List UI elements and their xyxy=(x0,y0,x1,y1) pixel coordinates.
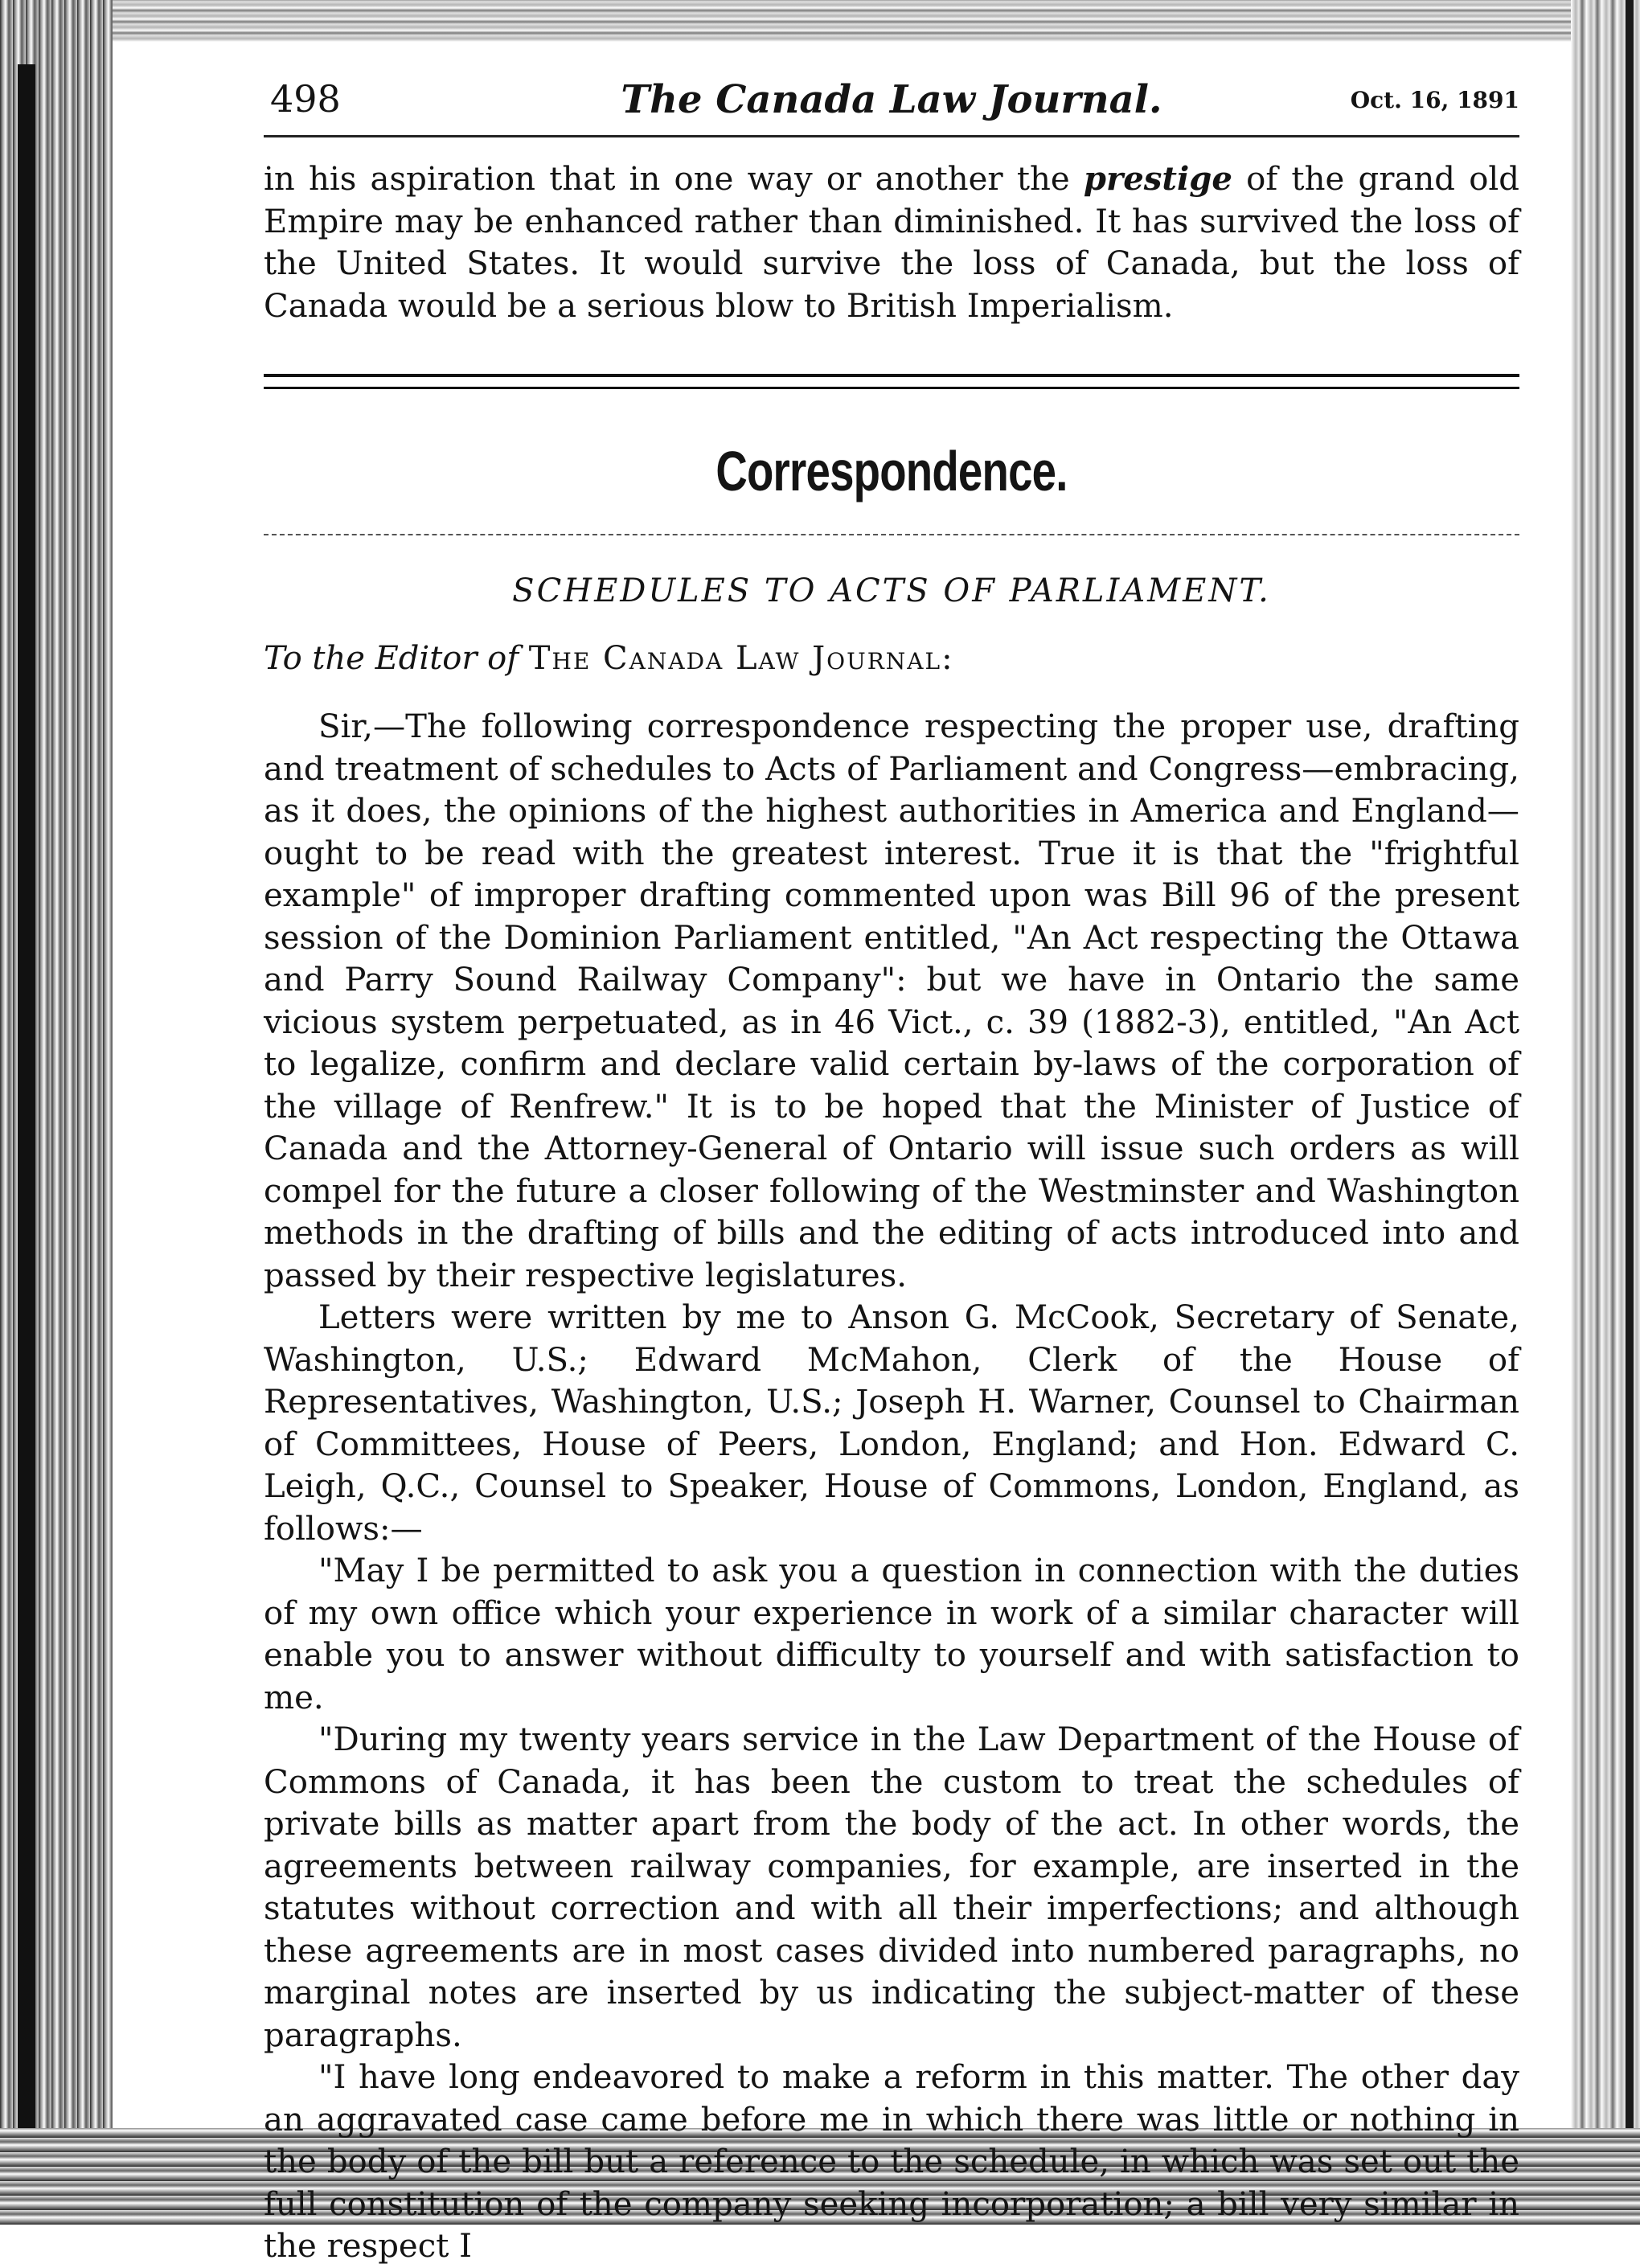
body-paragraph: Letters were written by me to Anson G. McCook, Secretary of Senate, Washington, U.S.; Edward McMahon, Clerk of the House of Representatives, Washington, U.S.; Joseph H. Warner, Counsel to Chairman of Committees, House of Peers, London, England; and Hon. Edward C. Leigh, Q.C., Counsel to Speaker, House of Commons, London, England, as follows:— xyxy=(264,1299,1519,1548)
document-page xyxy=(264,77,1519,2268)
running-head xyxy=(264,77,1519,137)
salutation-italic: To the Editor of xyxy=(264,640,519,677)
book-spine xyxy=(18,64,35,2155)
section-title: Correspondence. xyxy=(715,440,1068,502)
article-title: SCHEDULES TO ACTS OF PARLIAMENT. xyxy=(512,572,1271,609)
scan-edge-right xyxy=(1571,0,1640,2225)
salutation-journal: The Canada Law Journal: xyxy=(528,640,954,677)
scan-edge-left xyxy=(0,0,113,2225)
page-number: 498 xyxy=(270,77,341,121)
prestige-word: prestige xyxy=(1083,160,1232,198)
scan-edge-top xyxy=(0,0,1640,42)
journal-title: The Canada Law Journal. xyxy=(621,77,1162,122)
scan-edge-bar xyxy=(1626,0,1634,2225)
body-paragraph: "During my twenty years service in the Law Department of the House of Commons of Canada, it has been the custom to treat the schedules of private bills as matter apart from the body of the act. In other words, the agreements between railway companies, for example, are inserted in the statutes without correction and with all their imperfections; and although these agreements are in most cases divided into numbered paragraphs, no marginal notes are inserted by us indicating the subject-matter of these paragraphs. xyxy=(264,1721,1519,2054)
issue-date: Oct. 16, 1891 xyxy=(1350,87,1519,113)
thin-rule-divider xyxy=(264,534,1519,535)
double-rule-divider xyxy=(264,374,1519,389)
continuation-text-before: in his aspiration that in one way or another the xyxy=(264,161,1084,198)
continuation-text-after: of the grand old Empire may be enhanced rather than diminished. It has survived the loss of the United States. It would survive the loss of Canada, but the loss of Canada would be a serious blow to British Imperialism. xyxy=(264,161,1519,325)
body-paragraph: "May I be permitted to ask you a question in connection with the duties of my own office which your experience in work of a similar character will enable you to answer without difficulty to yourself and with satisfaction to me. xyxy=(264,1552,1519,1716)
salutation xyxy=(264,640,1519,677)
body-paragraph: "I have long endeavored to make a reform in this matter. The other day an aggravated case came before me in which there was little or nothing in the body of the bill but a reference to the schedule, in which was set out the full constitution of the company seeking incorporation; a bill very similar in the respect I xyxy=(264,2059,1519,2265)
body-paragraph: Sir,—The following correspondence respecting the proper use, drafting and treatment of schedules to Acts of Parliament and Congress—embracing, as it does, the opinions of the highest authorities in America and England—ought to be read with the greatest interest. True it is that the "frightful example" of improper drafting commented upon was Bill 96 of the present session of the Dominion Parliament entitled, "An Act respecting the Ottawa and Parry Sound Railway Company": but we have in Ontario the same vicious system perpetuated, as in 46 Vict., c. 39 (1882-3), entitled, "An Act to legalize, confirm and declare valid certain by-laws of the corporation of the village of Renfrew." It is to be hoped that the Minister of Justice of Canada and the Attorney-General of Ontario will issue such orders as will compel for the future a closer following of the Westminster and Washington methods in the drafting of bills and the editing of acts introduced into and passed by their respective legislatures. xyxy=(264,708,1519,1294)
continuation-paragraph xyxy=(264,158,1519,327)
